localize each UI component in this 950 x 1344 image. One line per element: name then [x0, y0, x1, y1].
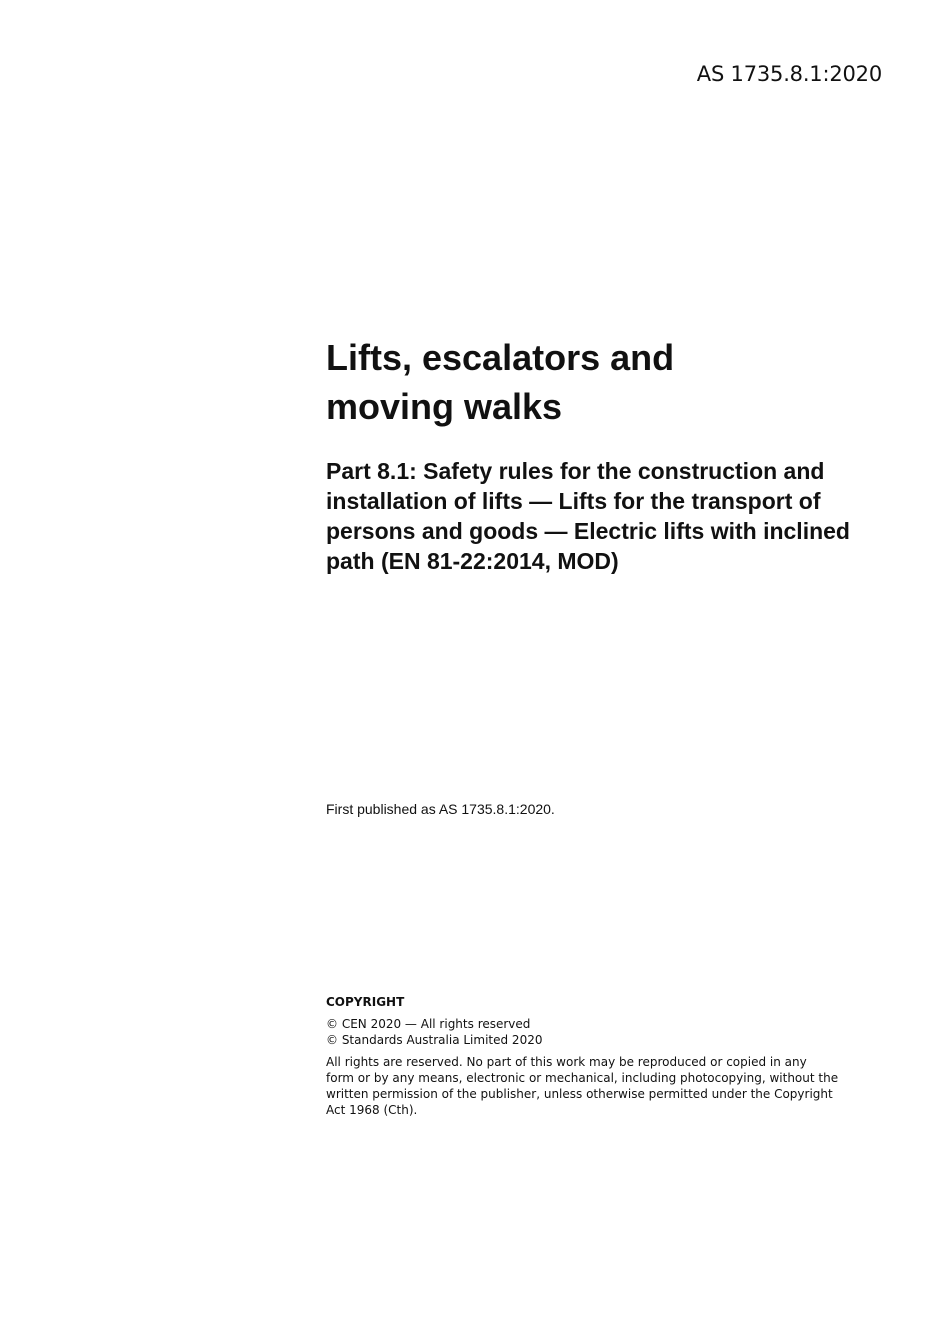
- document-title-line: Lifts, escalators and: [326, 337, 675, 378]
- copyright-heading: COPYRIGHT: [326, 995, 405, 1009]
- part-title-line: persons and goods — Electric lifts with inclined: [326, 518, 850, 544]
- part-title-line: installation of lifts — Lifts for the transport of: [326, 488, 821, 514]
- copyright-block: [326, 994, 866, 1118]
- document-title: [326, 333, 886, 431]
- part-title: [326, 456, 886, 576]
- rights-statement-line: written permission of the publisher, unless otherwise permitted under the Copyright: [326, 1087, 833, 1101]
- rights-statement-line: form or by any means, electronic or mechanical, including photocopying, without the: [326, 1071, 839, 1085]
- part-title-line: path (EN 81-22:2014, MOD): [326, 548, 619, 574]
- copyright-cen: © CEN 2020 — All rights reserved: [326, 1017, 531, 1031]
- rights-statement: [326, 1054, 866, 1118]
- part-title-line: Part 8.1: Safety rules for the construction and: [326, 458, 825, 484]
- rights-statement-line: Act 1968 (Cth).: [326, 1103, 418, 1117]
- first-published-note: First published as AS 1735.8.1:2020.: [326, 801, 555, 817]
- copyright-standards-australia: © Standards Australia Limited 2020: [326, 1033, 543, 1047]
- document-title-line: moving walks: [326, 386, 563, 427]
- rights-statement-line: All rights are reserved. No part of this work may be reproduced or copied in any: [326, 1055, 807, 1069]
- standard-number: AS 1735.8.1:2020: [696, 62, 882, 86]
